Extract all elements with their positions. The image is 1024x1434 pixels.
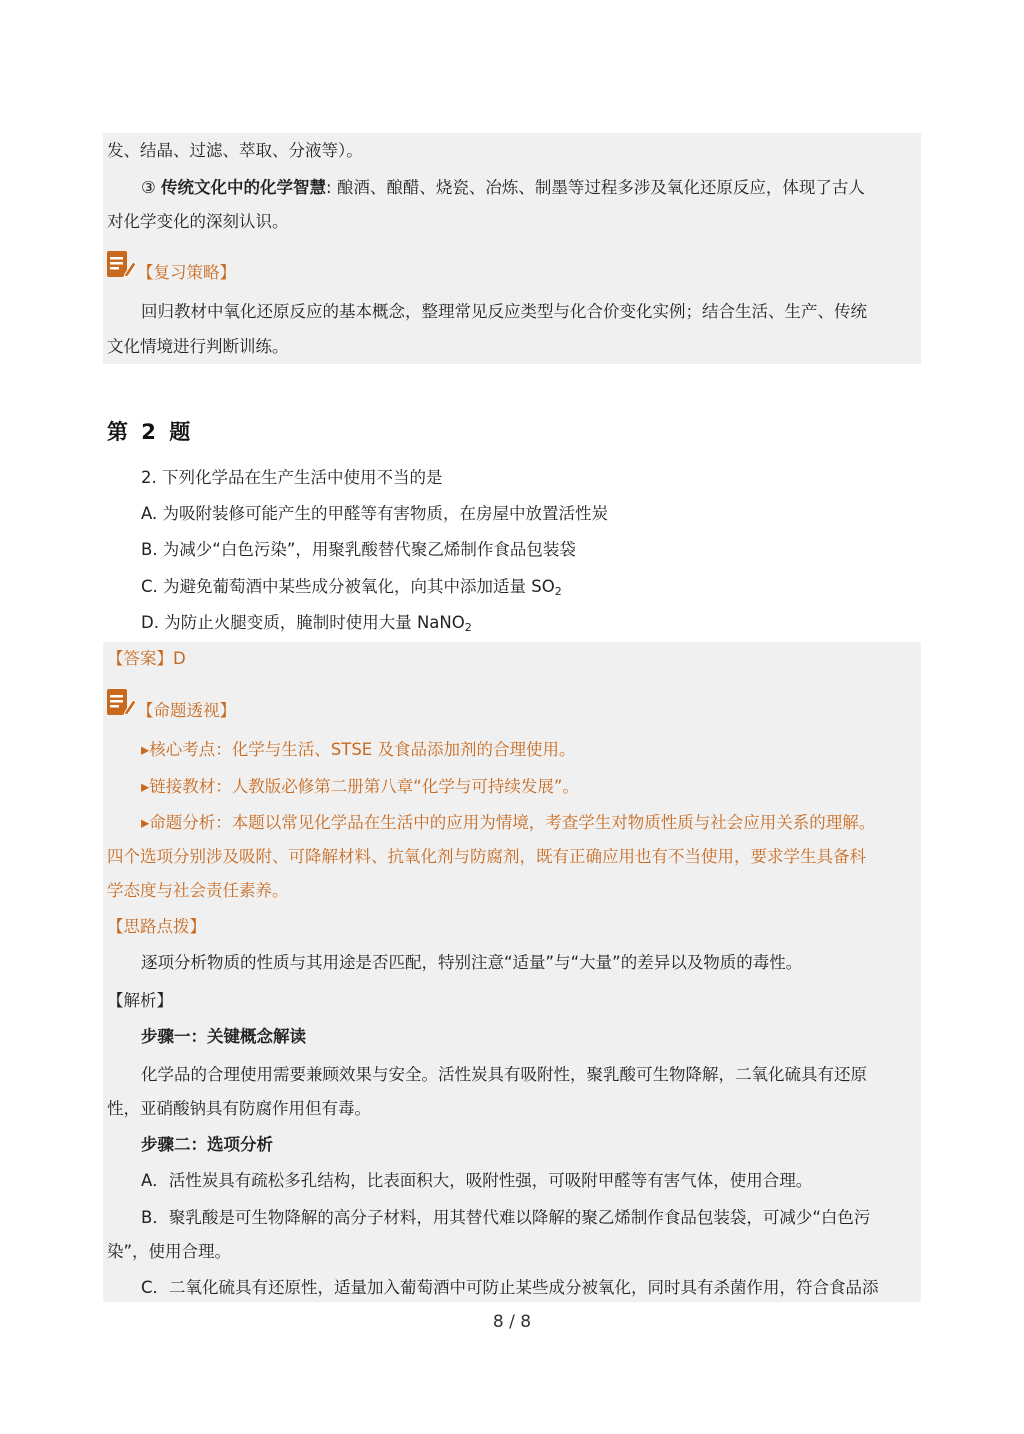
- analysis-option-c-line1: C．二氧化硫具有还原性，适量加入葡萄酒中可防止某些成分被氧化，同时具有杀菌作用，符合食品添: [141, 1278, 879, 1297]
- step1-line2: 性，亚硝酸钠具有防腐作用但有毒。: [107, 1099, 371, 1118]
- option-c-subscript: 2: [554, 585, 562, 598]
- page-number: 8 / 8: [492, 1312, 532, 1332]
- insight-point2: ▸链接教材：人教版必修第二册第八章“化学与可持续发展”。: [141, 777, 579, 796]
- insight-point3-line2: 四个选项分别涉及吸附、可降解材料、抗氧化剂与防腐剂，既有正确应用也有不当使用，要求学生具备科: [107, 847, 866, 866]
- step1-line1: 化学品的合理使用需要兼顾效果与安全。活性炭具有吸附性，聚乳酸可生物降解，二氧化硫具有还原: [141, 1065, 867, 1084]
- step2-title: 步骤二：选项分析: [141, 1135, 273, 1154]
- option-d-text: D. 为防止火腿变质，腌制时使用大量 NaNO: [141, 613, 465, 632]
- option-b: B. 为减少“白色污染”，用聚乳酸替代聚乙烯制作食品包装袋: [141, 540, 576, 559]
- step1-title: 步骤一：关键概念解读: [141, 1027, 306, 1046]
- analysis-option-a: A．活性炭具有疏松多孔结构，比表面积大，吸附性强，可吸附甲醛等有害气体，使用合理。: [141, 1171, 813, 1190]
- answer-text: 【答案】D: [107, 649, 186, 668]
- notepad-pen-icon: [106, 686, 136, 718]
- analysis-option-b-line1: B．聚乳酸是可生物降解的高分子材料，用其替代难以降解的聚乙烯制作食品包装袋，可减少“白色污: [141, 1208, 871, 1227]
- strategy-label: 【复习策略】: [137, 263, 236, 282]
- hint-label: 【思路点拨】: [107, 917, 206, 936]
- notepad-pen-icon: [106, 248, 136, 280]
- strategy-line2: 文化情境进行判断训练。: [107, 337, 289, 356]
- insight-label: 【命题透视】: [137, 701, 236, 720]
- item3-line: [141, 176, 865, 200]
- strategy-block: [103, 133, 921, 364]
- item3-text: : 酿酒、酿醋、烧瓷、冶炼、制墨等过程多涉及氧化还原反应，体现了古人: [326, 178, 865, 197]
- option-c-text: C. 为避免葡萄酒中某些成分被氧化，向其中添加适量 SO: [141, 577, 555, 596]
- strategy-line1: 回归教材中氧化还原反应的基本概念，整理常见反应类型与化合价变化实例；结合生活、生产、传统: [141, 302, 867, 321]
- item3-continuation: 对化学变化的深刻认识。: [107, 212, 289, 231]
- question-heading: 第 2 题: [107, 420, 194, 444]
- option-d: [141, 611, 472, 640]
- option-c: [141, 575, 562, 604]
- analysis-label: 【解析】: [107, 991, 173, 1010]
- hint-text: 逐项分析物质的性质与其用途是否匹配，特别注意“适量”与“大量”的差异以及物质的毒性。: [141, 953, 803, 972]
- insight-point3-line1: ▸命题分析：本题以常见化学品在生活中的应用为情境，考查学生对物质性质与社会应用关系的理解。: [141, 813, 876, 832]
- insight-point1: ▸核心考点：化学与生活、STSE 及食品添加剂的合理使用。: [141, 740, 576, 759]
- question-stem: 2. 下列化学品在生产生活中使用不当的是: [141, 468, 443, 487]
- option-d-subscript: 2: [464, 621, 472, 634]
- option-a: A. 为吸附装修可能产生的甲醛等有害物质，在房屋中放置活性炭: [141, 504, 608, 523]
- item3-number: ③: [141, 178, 156, 197]
- analysis-option-b-line2: 染”，使用合理。: [107, 1242, 232, 1261]
- insight-point3-line3: 学态度与社会责任素养。: [107, 881, 289, 900]
- item3-title: 传统文化中的化学智慧: [161, 178, 327, 197]
- block1-line1: 发、结晶、过滤、萃取、分液等）。: [107, 141, 363, 160]
